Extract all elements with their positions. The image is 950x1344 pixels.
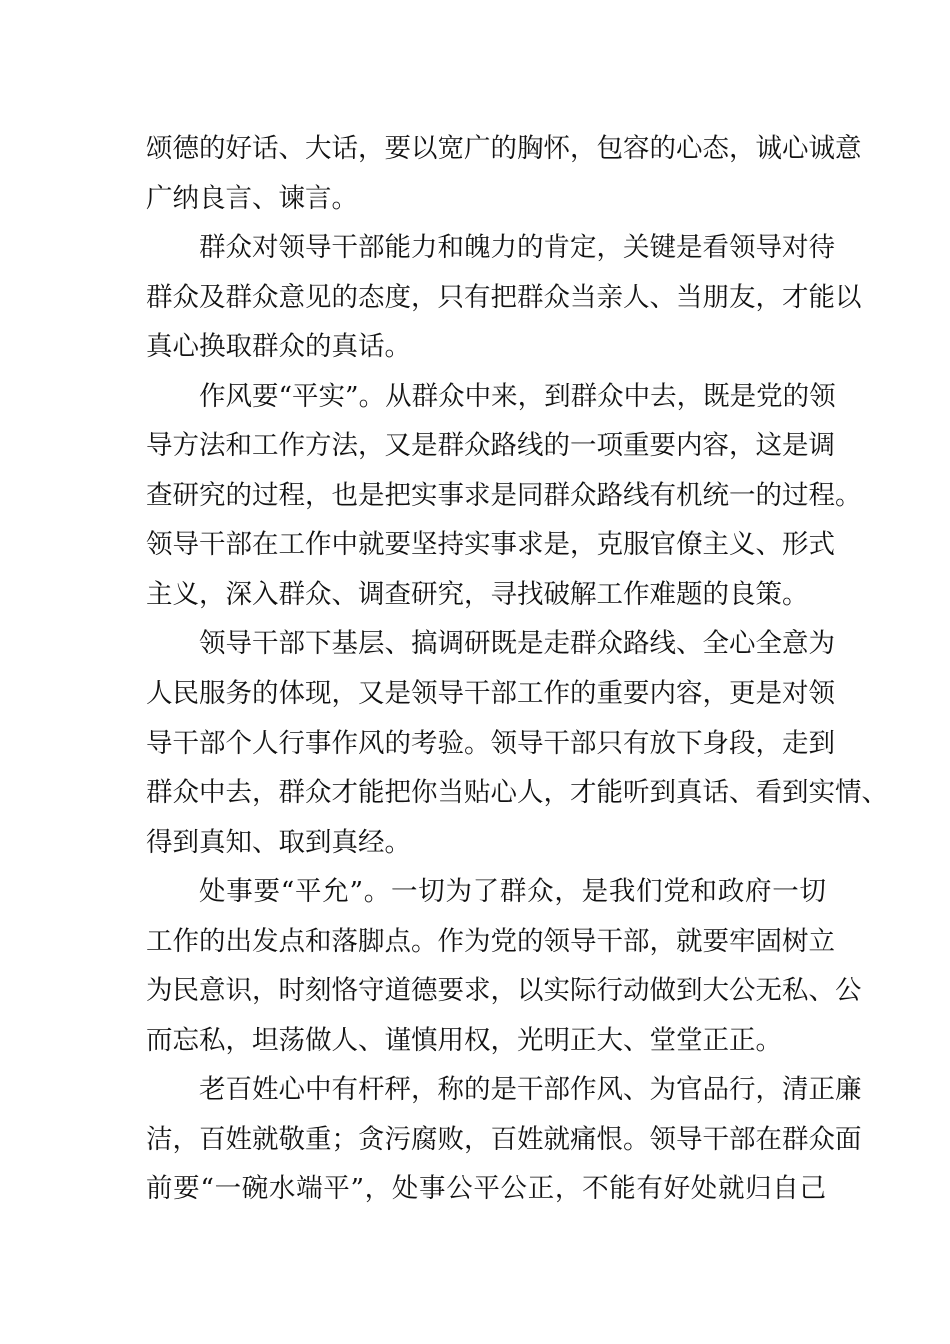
- text-line: 群众对领导干部能力和魄力的肯定，关键是看领导对待: [199, 232, 835, 264]
- text-line: 前要“一碗水端平”，处事公平公正，不能有好处就归自己: [146, 1173, 826, 1205]
- text-line: 人民服务的体现，又是领导干部工作的重要内容，更是对领: [146, 678, 835, 710]
- text-line: 真心换取群众的真话。: [146, 331, 411, 363]
- text-line: 而忘私，坦荡做人、谨慎用权，光明正大、堂堂正正。: [146, 1024, 782, 1056]
- text-line: 颂德的好话、大话，要以宽广的胸怀，包容的心态，诚心诚意: [146, 133, 862, 164]
- text-line: 导干部个人行事作风的考验。领导干部只有放下身段，走到: [146, 727, 835, 759]
- text-line: 为民意识，时刻恪守道德要求，以实际行动做到大公无私、公: [146, 975, 862, 1007]
- text-line: 作风要“平实”。从群众中来，到群众中去，既是党的领: [199, 380, 836, 412]
- text-line: 领导干部在工作中就要坚持实事求是，克服官僚主义、形式: [146, 529, 835, 561]
- text-line: 老百姓心中有杆秤，称的是干部作风、为官品行，清正廉: [199, 1074, 862, 1106]
- text-line: 群众中去，群众才能把你当贴心人，才能听到真话、看到实情、: [146, 777, 888, 809]
- text-line: 群众及群众意见的态度，只有把群众当亲人、当朋友，才能以: [146, 281, 862, 313]
- body-text: [146, 124, 888, 1214]
- text-line: 工作的出发点和落脚点。作为党的领导干部，就要牢固树立: [146, 925, 835, 957]
- text-line: 广纳良言、谏言。: [146, 182, 358, 214]
- text-line: 主义，深入群众、调查研究，寻找破解工作难题的良策。: [146, 578, 809, 610]
- text-line: 查研究的过程，也是把实事求是同群众路线有机统一的过程。: [146, 479, 862, 511]
- text-line: 处事要“平允”。一切为了群众，是我们党和政府一切: [199, 876, 826, 908]
- text-line: 导方法和工作方法，又是群众路线的一项重要内容，这是调: [146, 430, 835, 462]
- text-line: 领导干部下基层、搞调研既是走群众路线、全心全意为: [199, 628, 835, 660]
- text-line: 得到真知、取到真经。: [146, 826, 411, 858]
- text-line: 洁，百姓就敬重；贪污腐败，百姓就痛恨。领导干部在群众面: [146, 1123, 862, 1155]
